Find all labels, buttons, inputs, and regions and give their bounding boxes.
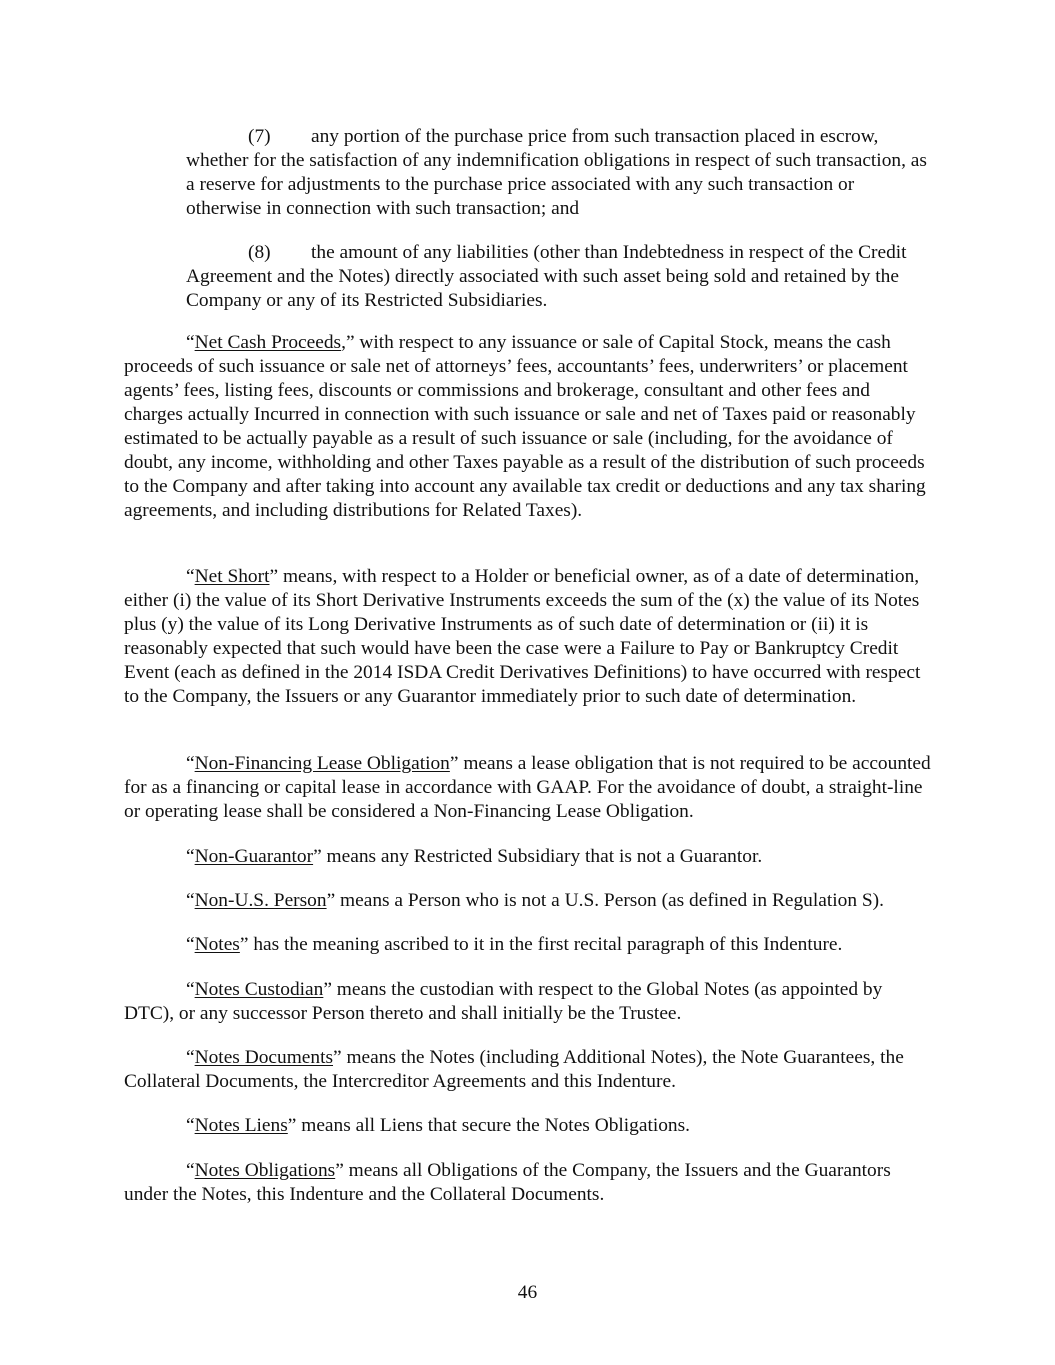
definition-net-short: “Net Short” means, with respect to a Holder or beneficial owner, as of a date of determination, either (i) the value of its Short Derivative Instruments exceeds the sum of the (x) the value of its Notes plus (y) the value of its Long Derivative Instruments as of such date of determination or (ii) it is reasonably expected that such would have been the case were a Failure to Pay or Bankruptcy Credit Event (each as defined in the 2014 ISDA Credit Derivatives Definitions) to have occurred with respect to the Company, the Issuers or any Guarantor immediately prior to such date of determination. [124,566,921,707]
defined-term: Notes Obligations [194,1160,336,1181]
defined-term: Notes [194,934,240,955]
clause-item-7 [186,125,931,221]
definition-notes-liens: “Notes Liens” means all Liens that secure the Notes Obligations. [186,1115,691,1136]
definition-text: ” means all Obligations of the Company, the Issuers and the Guarantors under the Notes, this Indenture and the Collateral Documents. [124,1160,891,1205]
definition-text: ” means the custodian with respect to the Global Notes (as appointed by DTC), or any successor Person thereto and shall initially be the Trustee. [124,979,883,1024]
defined-term: Notes Custodian [194,979,324,1000]
definition-non-guarantor: “Non-Guarantor” means any Restricted Subsidiary that is not a Guarantor. [186,846,763,867]
definition-text: ,” with respect to any issuance or sale of Capital Stock, means the cash proceeds of such issuance or sale net of attorneys’ fees, accountants’ fees, underwriters’ or placement agents’ fees, listing fees, discounts or commissions and brokerage, consultant and other fees and charges actually Incurred in connection with such issuance or sale and net of Taxes paid or reasonably estimated to be actually payable as a result of such issuance or sale (including, for the avoidance of doubt, any income, withholding and other Taxes payable as a result of the distribution of such proceeds to the Company and after taking into account any available tax credit or deductions and any tax sharing agreements, and including distributions for Related Taxes). [124,332,926,521]
definition-notes-custodian: “Notes Custodian” means the custodian with respect to the Global Notes (as appointed by DTC), or any successor Person thereto and shall initially be the Trustee. [124,979,883,1024]
defined-term: Net Cash Proceeds [194,332,342,353]
definition-non-us-person: “Non-U.S. Person” means a Person who is not a U.S. Person (as defined in Regulation S). [186,890,884,911]
definition-notes-obligations: “Notes Obligations” means all Obligations of the Company, the Issuers and the Guarantors under the Notes, this Indenture and the Collateral Documents. [124,1160,891,1205]
definition-text: ” means a Person who is not a U.S. Person (as defined in Regulation S). [326,890,884,911]
page-number: 46 [517,1282,538,1303]
definition-text: ” means all Liens that secure the Notes Obligations. [287,1115,691,1136]
definition-text: ” means any Restricted Subsidiary that is not a Guarantor. [313,846,763,867]
item-number: (7) [248,126,271,147]
item-text: the amount of any liabilities (other than Indebtedness in respect of the Credit Agreement and the Notes) directly associated with such asset being sold and retained by the Company or any of its Restricted Subsidiaries. [186,242,907,311]
defined-term: Notes Liens [194,1115,288,1136]
item-number: (8) [248,242,271,263]
definition-text: ” means the Notes (including Additional Notes), the Note Guarantees, the Collateral Documents, the Intercreditor Agreements and this Indenture. [124,1047,904,1092]
clause-item-8 [186,241,931,313]
defined-term: Non-U.S. Person [194,890,327,911]
definition-notes-documents: “Notes Documents” means the Notes (including Additional Notes), the Note Guarantees, the Collateral Documents, the Intercreditor Agreements and this Indenture. [124,1047,904,1092]
defined-term: Non-Financing Lease Obligation [194,753,450,774]
definition-net-cash-proceeds: “Net Cash Proceeds,” with respect to any issuance or sale of Capital Stock, means the cash proceeds of such issuance or sale net of attorneys’ fees, accountants’ fees, underwriters’ or placement agents’ fees, listing fees, discounts or commissions and brokerage, consultant and other fees and charges actually Incurred in connection with such issuance or sale and net of Taxes paid or reasonably estimated to be actually payable as a result of such issuance or sale (including, for the avoidance of doubt, any income, withholding and other Taxes payable as a result of the distribution of such proceeds to the Company and after taking into account any available tax credit or deductions and any tax sharing agreements, and including distributions for Related Taxes). [124,332,926,521]
defined-term: Non-Guarantor [194,846,314,867]
definition-notes: “Notes” has the meaning ascribed to it in the first recital paragraph of this Indenture. [186,934,843,955]
definition-non-financing-lease-obligation: “Non-Financing Lease Obligation” means a lease obligation that is not required to be accounted for as a financing or capital lease in accordance with GAAP. For the avoidance of doubt, a straight-line or operating lease shall be considered a Non-Financing Lease Obligation. [124,753,931,822]
definition-text: ” means a lease obligation that is not required to be accounted for as a financing or capital lease in accordance with GAAP. For the avoidance of doubt, a straight-line or operating lease shall be considered a Non-Financing Lease Obligation. [124,753,931,822]
defined-term: Net Short [194,566,270,587]
defined-term: Notes Documents [194,1047,334,1068]
definition-text: ” has the meaning ascribed to it in the first recital paragraph of this Indenture. [239,934,843,955]
definition-text: ” means, with respect to a Holder or beneficial owner, as of a date of determination, either (i) the value of its Short Derivative Instruments exceeds the sum of the (x) the value of its Notes plus (y) the value of its Long Derivative Instruments as of such date of determination or (ii) it is reasonably expected that such would have been the case were a Failure to Pay or Bankruptcy Credit Event (each as defined in the 2014 ISDA Credit Derivatives Definitions) to have occurred with respect to the Company, the Issuers or any Guarantor immediately prior to such date of determination. [124,566,921,707]
item-text: any portion of the purchase price from such transaction placed in escrow, whether for the satisfaction of any indemnification obligations in respect of such transaction, as a reserve for adjustments to the purchase price associated with any such transaction or otherwise in connection with such transaction; and [186,126,927,219]
